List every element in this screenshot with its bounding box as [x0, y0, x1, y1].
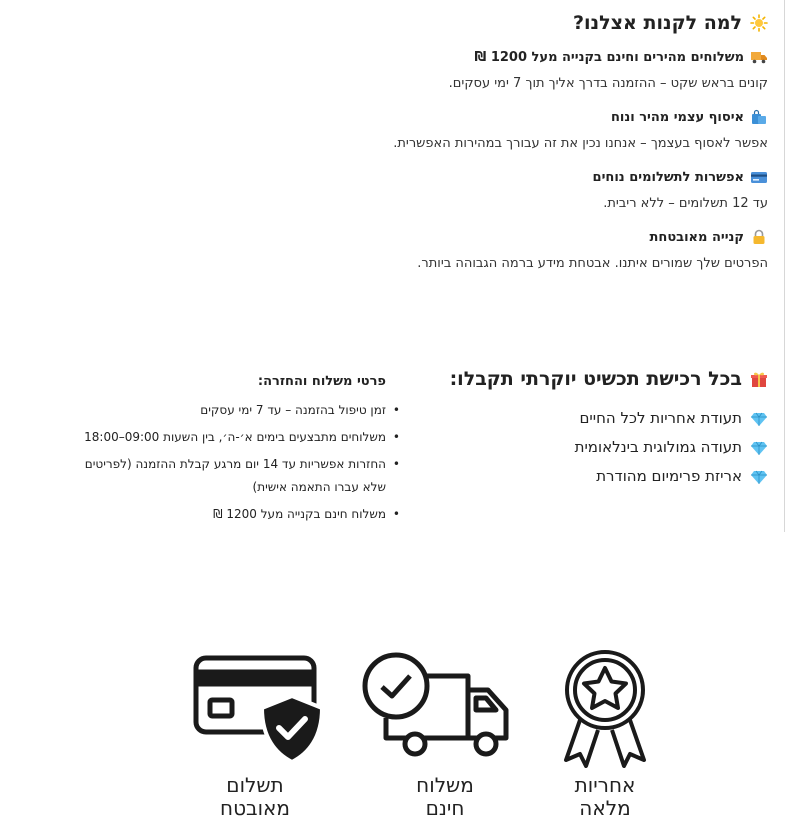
feature-shipping-title — [368, 48, 768, 66]
sun-icon — [750, 14, 768, 32]
gift-item — [408, 433, 768, 462]
shipping-detail-item: • משלוח חינם בקנייה מעל 1200 ₪ — [70, 503, 400, 526]
feature-shipping — [368, 48, 768, 96]
diamond-emoji-icon — [750, 439, 768, 457]
badge-shipping-line2: חינם — [425, 796, 465, 820]
feature-payments — [368, 168, 768, 216]
shipping-details-title: פרטי משלוח והחזרה: — [257, 374, 386, 389]
feature-secure-title — [368, 228, 768, 246]
shipping-details-section — [70, 374, 400, 530]
gift-item — [408, 404, 768, 433]
why-buy-title-text: למה לקנות אצלנו? — [572, 12, 742, 34]
feature-pickup — [368, 108, 768, 156]
shipping-details-list — [70, 399, 400, 526]
diamond-emoji-icon — [750, 410, 768, 428]
gift-item-label: אריזת פרימיום מהודרת — [596, 467, 742, 485]
lock-emoji-icon — [750, 228, 768, 246]
shipping-detail-item: • משלוחים מתבצעים בימים א׳-ה׳, בין השעות 09:00–18:00 — [70, 426, 400, 449]
feature-secure-title-text: קנייה מאובטחת — [649, 229, 744, 245]
feature-pickup-title-text: איסוף עצמי מהיר ונוח — [610, 109, 744, 125]
gift-item-label: תעודה גמולוגית בינלאומית — [574, 438, 742, 456]
badge-shipping-label — [370, 774, 520, 820]
why-buy-title — [368, 12, 768, 34]
gift-icon — [750, 370, 768, 388]
feature-pickup-title — [368, 108, 768, 126]
badge-warranty-line1: אחריות — [574, 773, 636, 797]
badge-warranty — [530, 646, 680, 820]
shipping-detail-item: • החזרות אפשריות עד 14 יום מרגע קבלת ההזמנה (לפריטים שלא עברו התאמה אישית) — [70, 453, 400, 499]
secure-payment-icon — [180, 646, 330, 768]
gift-item-label: תעודת אחריות לכל החיים — [579, 409, 742, 427]
gifts-title-text: בכל רכישת תכשיט יוקרתי תקבלו: — [449, 368, 742, 390]
feature-shipping-title-text: משלוחים מהירים וחינם בקנייה מעל 1200 ₪ — [474, 49, 744, 65]
delivery-truck-icon — [360, 646, 520, 768]
badge-warranty-label — [530, 774, 680, 820]
trust-badges — [0, 646, 786, 825]
feature-secure — [368, 228, 768, 276]
feature-payments-title-text: אפשרות לתשלומים נוחים — [592, 169, 744, 185]
diamond-emoji-icon — [750, 468, 768, 486]
shopping-bags-emoji-icon — [750, 108, 768, 126]
gift-item — [408, 462, 768, 491]
divider-line — [784, 0, 785, 532]
shipping-detail-item: • זמן טיפול בהזמנה – עד 7 ימי עסקים — [70, 399, 400, 422]
truck-emoji-icon — [750, 48, 768, 66]
gifts-section — [408, 368, 768, 491]
feature-shipping-text: קונים בראש שקט – ההזמנה בדרך אליך תוך 7 ימי עסקים. — [448, 76, 768, 91]
badge-secure-payment — [180, 646, 330, 820]
credit-card-emoji-icon — [750, 168, 768, 186]
feature-pickup-text: אפשר לאסוף בעצמך – אנחנו נכין את זה עבורך במהירות האפשרית. — [393, 136, 768, 151]
gifts-title — [408, 368, 768, 390]
feature-payments-title — [368, 168, 768, 186]
badge-warranty-line2: מלאה — [579, 796, 631, 820]
badge-payment-line2: מאובטח — [220, 796, 290, 820]
why-buy-section — [368, 12, 768, 288]
badge-payment-line1: תשלום — [226, 773, 284, 797]
award-ribbon-icon — [550, 646, 660, 768]
badge-shipping-line1: משלוח — [416, 773, 474, 797]
feature-payments-text: עד 12 תשלומים – ללא ריבית. — [603, 196, 768, 211]
feature-secure-text: הפרטים שלך שמורים איתנו. אבטחת מידע ברמה הגבוהה ביותר. — [417, 256, 768, 271]
badge-payment-label — [180, 774, 330, 820]
badge-free-shipping — [370, 646, 520, 820]
